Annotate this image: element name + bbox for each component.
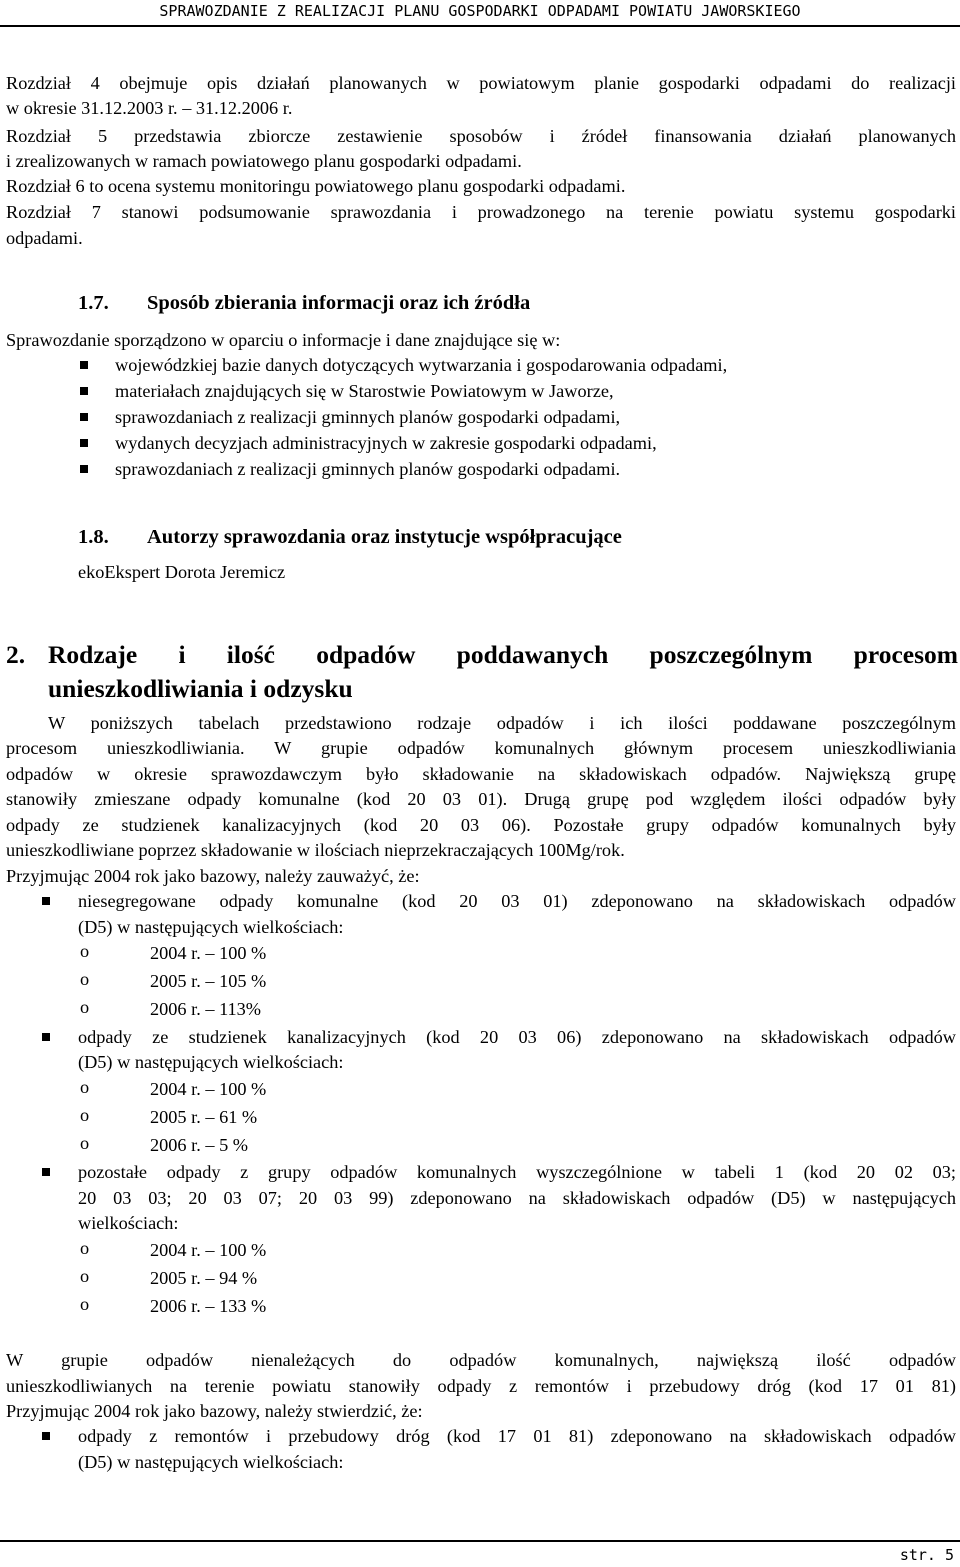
value-item: 2006 r. – 133 % [150, 1296, 267, 1316]
list-item: sprawozdaniach z realizacji gminnych planów gospodarki odpadami. [115, 459, 621, 479]
value-item: 2006 r. – 5 % [150, 1135, 249, 1155]
paragraph-line: odpady ze studzienek kanalizacyjnych (kod 20 03 06). Pozostałe grupy odpadów komunalnych były [6, 815, 956, 835]
intro-line: i zrealizowanych w ramach powiatowego planu gospodarki odpadami. [6, 151, 522, 171]
header-divider [0, 25, 960, 27]
list-item: wielkościach: [78, 1213, 179, 1233]
circle-bullet-icon: o [80, 1077, 90, 1097]
square-bullet-icon [42, 1432, 50, 1440]
footer-divider [0, 1540, 960, 1542]
paragraph-line: unieszkodliwiane poprzez składowanie w ilościach nieprzekraczających 100Mg/rok. [6, 840, 625, 860]
square-bullet-icon [80, 413, 88, 421]
paragraph-line: odpadów w okresie sprawozdawczym było składowanie na składowiskach odpadów. Największą grupę [6, 764, 956, 784]
value-item: 2005 r. – 94 % [150, 1268, 258, 1288]
paragraph-line: Przyjmując 2004 rok jako bazowy, należy stwierdzić, że: [6, 1401, 423, 1421]
section-number: 1.8. [78, 526, 109, 548]
intro-line: odpadami. [6, 228, 83, 248]
paragraph-line: unieszkodliwianych na terenie powiatu stanowiły odpady z remontów i przebudowy dróg (kod 17 01 81) [6, 1376, 956, 1396]
list-item: wydanych decyzjach administracyjnych w zakresie gospodarki odpadami, [115, 433, 657, 453]
list-item: odpady z remontów i przebudowy dróg (kod 17 01 81) zdeponowano na składowiskach odpadów [78, 1426, 956, 1446]
list-item: niesegregowane odpady komunalne (kod 20 03 01) zdeponowano na składowiskach odpadów [78, 891, 956, 911]
value-item: 2004 r. – 100 % [150, 943, 267, 963]
circle-bullet-icon: o [80, 941, 90, 961]
circle-bullet-icon: o [80, 1294, 90, 1314]
list-item: materiałach znajdujących się w Starostwie Powiatowym w Jaworze, [115, 381, 614, 401]
circle-bullet-icon: o [80, 997, 90, 1017]
value-item: 2006 r. – 113% [150, 999, 262, 1019]
square-bullet-icon [80, 439, 88, 447]
intro-line: Rozdział 5 przedstawia zbiorcze zestawienie sposobów i źródeł finansowania działań planowanych [6, 126, 956, 146]
section-title: Sposób zbierania informacji oraz ich źródła [147, 292, 531, 314]
paragraph-line: stanowiły zmieszane odpady komunalne (kod 20 03 01). Drugą grupę pod względem ilości odpadów były [6, 789, 956, 809]
intro-line: Rozdział 4 obejmuje opis działań planowanych w powiatowym planie gospodarki odpadami do realizacji [6, 73, 956, 93]
chapter-title: unieszkodliwiania i odzysku [48, 674, 353, 703]
value-item: 2005 r. – 61 % [150, 1107, 258, 1127]
list-item: wojewódzkiej bazie danych dotyczących wytwarzania i gospodarowania odpadami, [115, 355, 728, 375]
circle-bullet-icon: o [80, 1133, 90, 1153]
circle-bullet-icon: o [80, 1266, 90, 1286]
list-item: 20 03 03; 20 03 07; 20 03 99) zdeponowano na składowiskach odpadów (D5) w następujących [78, 1188, 956, 1208]
section-title: Autorzy sprawozdania oraz instytucje współpracujące [147, 526, 622, 548]
list-item: pozostałe odpady z grupy odpadów komunalnych wyszczególnione w tabeli 1 (kod 20 02 03; [78, 1162, 956, 1182]
square-bullet-icon [42, 897, 50, 905]
chapter-number: 2. [6, 640, 26, 669]
running-header: SPRAWOZDANIE Z REALIZACJI PLANU GOSPODARKI ODPADAMI POWIATU JAWORSKIEGO [159, 2, 801, 20]
chapter-title: Rodzaje i ilość odpadów poddawanych poszczególnym procesom [48, 640, 958, 669]
paragraph-line: W grupie odpadów nienależących do odpadów komunalnych, największą ilość odpadów [6, 1350, 956, 1370]
list-item: odpady ze studzienek kanalizacyjnych (kod 20 03 06) zdeponowano na składowiskach odpadów [78, 1027, 956, 1047]
square-bullet-icon [80, 361, 88, 369]
paragraph-line: procesom unieszkodliwiania. W grupie odpadów komunalnych głównym procesem unieszkodliwiania [6, 738, 956, 758]
list-item: sprawozdaniach z realizacji gminnych planów gospodarki odpadami, [115, 407, 621, 427]
paragraph-line: W poniższych tabelach przedstawiono rodzaje odpadów i ich ilości poddawane poszczególnym [48, 713, 956, 733]
value-item: 2004 r. – 100 % [150, 1240, 267, 1260]
list-item: (D5) w następujących wielkościach: [78, 1452, 344, 1472]
list-item: (D5) w następujących wielkościach: [78, 917, 344, 937]
intro-line: w okresie 31.12.2003 r. – 31.12.2006 r. [6, 98, 293, 118]
intro-line: Rozdział 6 to ocena systemu monitoringu powiatowego planu gospodarki odpadami. [6, 176, 626, 196]
list-item: (D5) w następujących wielkościach: [78, 1052, 344, 1072]
value-item: 2005 r. – 105 % [150, 971, 267, 991]
paragraph-line: Przyjmując 2004 rok jako bazowy, należy zauważyć, że: [6, 866, 420, 886]
circle-bullet-icon: o [80, 969, 90, 989]
author: ekoEkspert Dorota Jeremicz [78, 562, 286, 582]
square-bullet-icon [80, 465, 88, 473]
square-bullet-icon [80, 387, 88, 395]
square-bullet-icon [42, 1168, 50, 1176]
section-number: 1.7. [78, 292, 109, 314]
value-item: 2004 r. – 100 % [150, 1079, 267, 1099]
circle-bullet-icon: o [80, 1105, 90, 1125]
page-number: str. 5 [899, 1546, 954, 1564]
section-lead: Sprawozdanie sporządzono w oparciu o informacje i dane znajdujące się w: [6, 330, 561, 350]
square-bullet-icon [42, 1033, 50, 1041]
circle-bullet-icon: o [80, 1238, 90, 1258]
intro-line: Rozdział 7 stanowi podsumowanie sprawozdania i prowadzonego na terenie powiatu systemu gospodarki [6, 202, 956, 222]
